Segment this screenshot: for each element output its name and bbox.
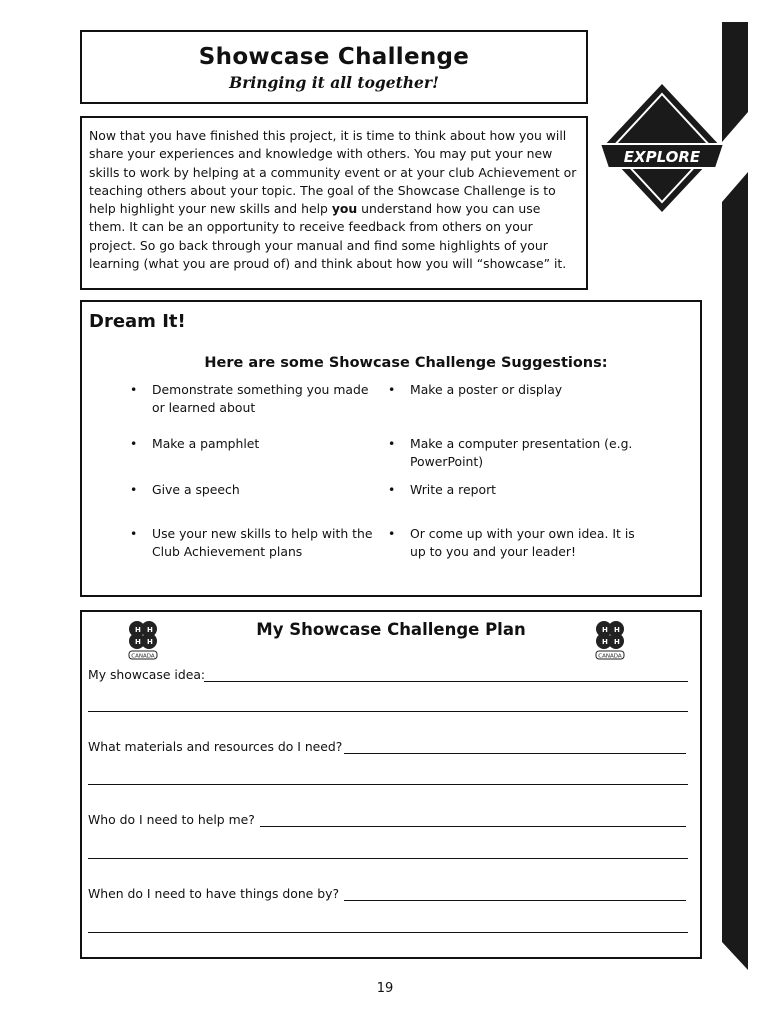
svg-text:H: H <box>135 638 141 646</box>
title-box <box>80 30 588 104</box>
intro-text-part1: Now that you have finished this project, it is time to think about how you will share your experiences and knowledge with others. You may put your new skills to work by helping at a community event or at your club Achievement or teaching others about your topic. The goal of the Showcase Challenge is to help highlight your new skills and help <box>89 128 577 217</box>
suggestion-item: • Make a poster or display <box>410 381 635 399</box>
page-number: 19 <box>376 981 394 996</box>
clover-logo-text: CANADA <box>598 653 622 660</box>
svg-text:H: H <box>602 626 608 634</box>
suggestion-item: • Demonstrate something you made or learned about <box>152 381 377 417</box>
explore-badge-label: EXPLORE <box>623 148 701 166</box>
intro-paragraph <box>89 127 578 273</box>
answer-line[interactable] <box>344 753 686 754</box>
suggestions-heading: Here are some Showcase Challenge Suggestions: <box>204 355 608 371</box>
plan-question-showcase-idea: My showcase idea: <box>88 667 206 682</box>
clover-logo-text: CANADA <box>131 653 155 660</box>
plan-question-materials: What materials and resources do I need? <box>88 739 343 754</box>
explore-badge-icon <box>598 82 726 214</box>
svg-text:H: H <box>614 638 620 646</box>
suggestion-item: • Write a report <box>410 481 635 499</box>
suggestion-item: • Use your new skills to help with the Club Achievement plans <box>152 525 377 561</box>
svg-text:H: H <box>602 638 608 646</box>
showcase-plan-box <box>80 610 702 959</box>
dream-it-title: Dream It! <box>89 311 186 332</box>
suggestion-item: • Give a speech <box>152 481 377 499</box>
plan-question-helpers: Who do I need to help me? <box>88 812 255 827</box>
4h-clover-logo-icon <box>593 618 627 660</box>
intro-emphasis: you <box>331 201 358 217</box>
page-title: Showcase Challenge <box>198 44 470 70</box>
svg-text:H: H <box>147 626 153 634</box>
svg-text:H: H <box>614 626 620 634</box>
answer-line[interactable] <box>88 711 688 712</box>
dream-it-box <box>80 300 702 597</box>
answer-line[interactable] <box>88 858 688 859</box>
suggestion-item: • Make a computer presentation (e.g. PowerPoint) <box>410 435 635 471</box>
svg-text:H: H <box>135 626 141 634</box>
answer-line[interactable] <box>344 900 686 901</box>
answer-line[interactable] <box>204 681 688 682</box>
suggestion-item: • Make a pamphlet <box>152 435 377 453</box>
intro-box <box>80 116 588 290</box>
suggestion-item: • Or come up with your own idea. It is up to you and your leader! <box>410 525 635 561</box>
svg-text:H: H <box>147 638 153 646</box>
plan-question-deadline: When do I need to have things done by? <box>88 886 340 901</box>
answer-line[interactable] <box>88 932 688 933</box>
page-subtitle: Bringing it all together! <box>229 73 439 92</box>
intro-text-part2: understand how you can use them. It can be an opportunity to receive feedback from others on your project. So go back through your manual and find some highlights of your learning (what you are proud of) and think about how you will “showcase” it. <box>89 201 567 272</box>
plan-title: My Showcase Challenge Plan <box>256 620 526 639</box>
answer-line[interactable] <box>260 826 686 827</box>
answer-line[interactable] <box>88 784 688 785</box>
